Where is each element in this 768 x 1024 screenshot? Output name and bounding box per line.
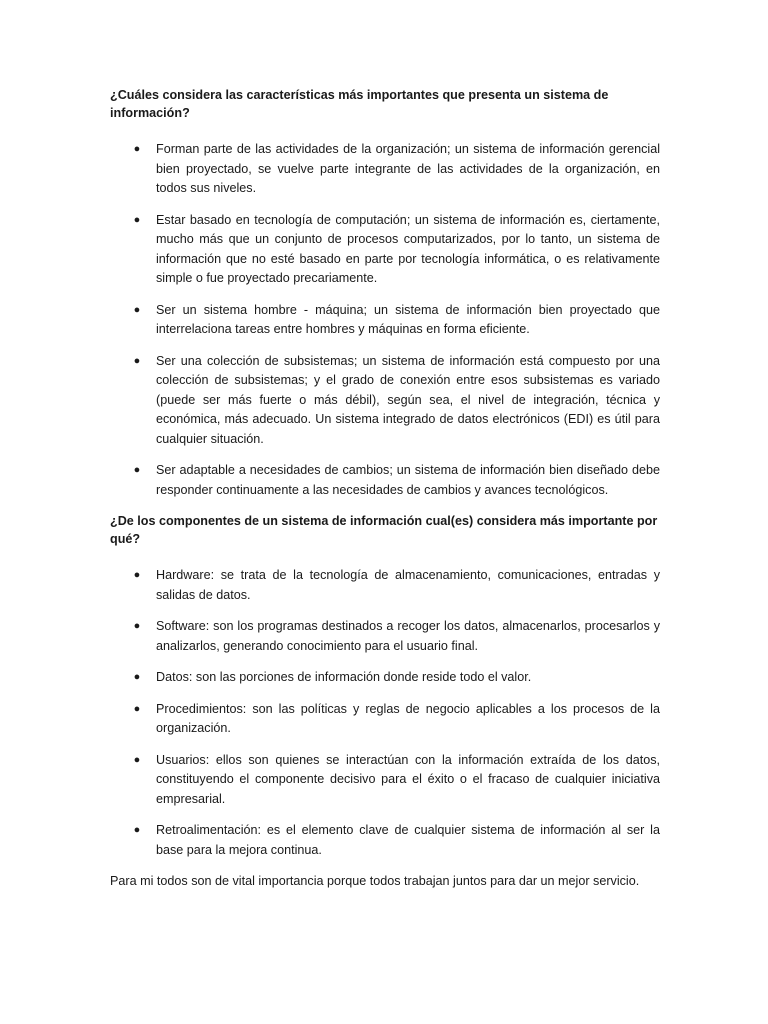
bullet-icon: ● xyxy=(133,303,141,316)
bullet-icon: ● xyxy=(133,143,141,155)
bullet-icon: ● xyxy=(133,213,141,226)
list-item xyxy=(110,700,660,739)
list-item-text: Usuarios: ellos son quienes se interactúan con la información extraída de los datos, constituyendo el componente decisivo para el éxito o el fracaso de cualquier iniciativa empresarial. xyxy=(156,752,660,806)
bullet-icon: ● xyxy=(133,753,141,766)
list-item-text: Software: son los programas destinados a recoger los datos, almacenarlos, procesarlos y analizarlos, generando conocimiento para el usuario final. xyxy=(156,619,660,653)
list-item xyxy=(110,140,660,199)
bullet-icon: ● xyxy=(133,569,141,581)
components-list xyxy=(110,566,660,860)
question-heading-1: ¿Cuáles considera las características más importantes que presenta un sistema de información? xyxy=(110,88,609,120)
bullet-icon: ● xyxy=(133,620,141,632)
bullet-icon: ● xyxy=(133,354,141,367)
characteristics-list xyxy=(110,140,660,500)
list-item xyxy=(110,301,660,340)
list-item xyxy=(110,461,660,500)
list-item xyxy=(110,566,660,605)
question-heading-2: ¿De los componentes de un sistema de información cual(es) considera más importante por qué? xyxy=(110,514,658,546)
list-item-text: Hardware: se trata de la tecnología de almacenamiento, comunicaciones, entradas y salidas de datos. xyxy=(156,568,660,602)
list-item xyxy=(110,751,660,810)
conclusion-paragraph: Para mi todos son de vital importancia porque todos trabajan juntos para dar un mejor servicio. xyxy=(110,874,640,888)
list-item-text: Datos: son las porciones de información donde reside todo el valor. xyxy=(156,670,532,684)
list-item-text: Ser una colección de subsistemas; un sistema de información está compuesto por una colección de subsistemas; y el grado de conexión entre esos subsistemas es variado (puede ser más fuerte o más débil), según sea, el nivel de integración, técnica y económica, más adecuado. Un sistema integrado de datos electrónicos (EDI) es útil para cualquier situación. xyxy=(156,353,660,446)
list-item xyxy=(110,668,660,688)
list-item-text: Procedimientos: son las políticas y reglas de negocio aplicables a los procesos de la organización. xyxy=(156,701,660,735)
bullet-icon: ● xyxy=(133,824,141,836)
list-item xyxy=(110,352,660,450)
bullet-icon: ● xyxy=(133,671,141,683)
list-item xyxy=(110,821,660,860)
list-item-text: Ser un sistema hombre - máquina; un sistema de información bien proyectado que interrelaciona tareas entre hombres y máquinas en forma eficiente. xyxy=(156,302,660,336)
list-item-text: Retroalimentación: es el elemento clave de cualquier sistema de información al ser la base para la mejora continua. xyxy=(156,823,660,857)
list-item-text: Ser adaptable a necesidades de cambios; un sistema de información bien diseñado debe responder continuamente a las necesidades de cambios y avances tecnológicos. xyxy=(156,463,660,497)
bullet-icon: ● xyxy=(133,702,141,715)
list-item xyxy=(110,617,660,656)
list-item xyxy=(110,211,660,289)
list-item-text: Estar basado en tecnología de computación; un sistema de información es, ciertamente, mucho más que un conjunto de procesos computarizados, por lo tanto, un sistema de información que no esté basado en parte por tecnología informática, o es relativamente simple o fue proyectado precariamente. xyxy=(156,212,660,285)
list-item-text: Forman parte de las actividades de la organización; un sistema de información gerencial bien proyectado, se vuelve parte integrante de las actividades de la organización, en todos sus niveles. xyxy=(156,142,660,195)
bullet-icon: ● xyxy=(133,464,141,476)
